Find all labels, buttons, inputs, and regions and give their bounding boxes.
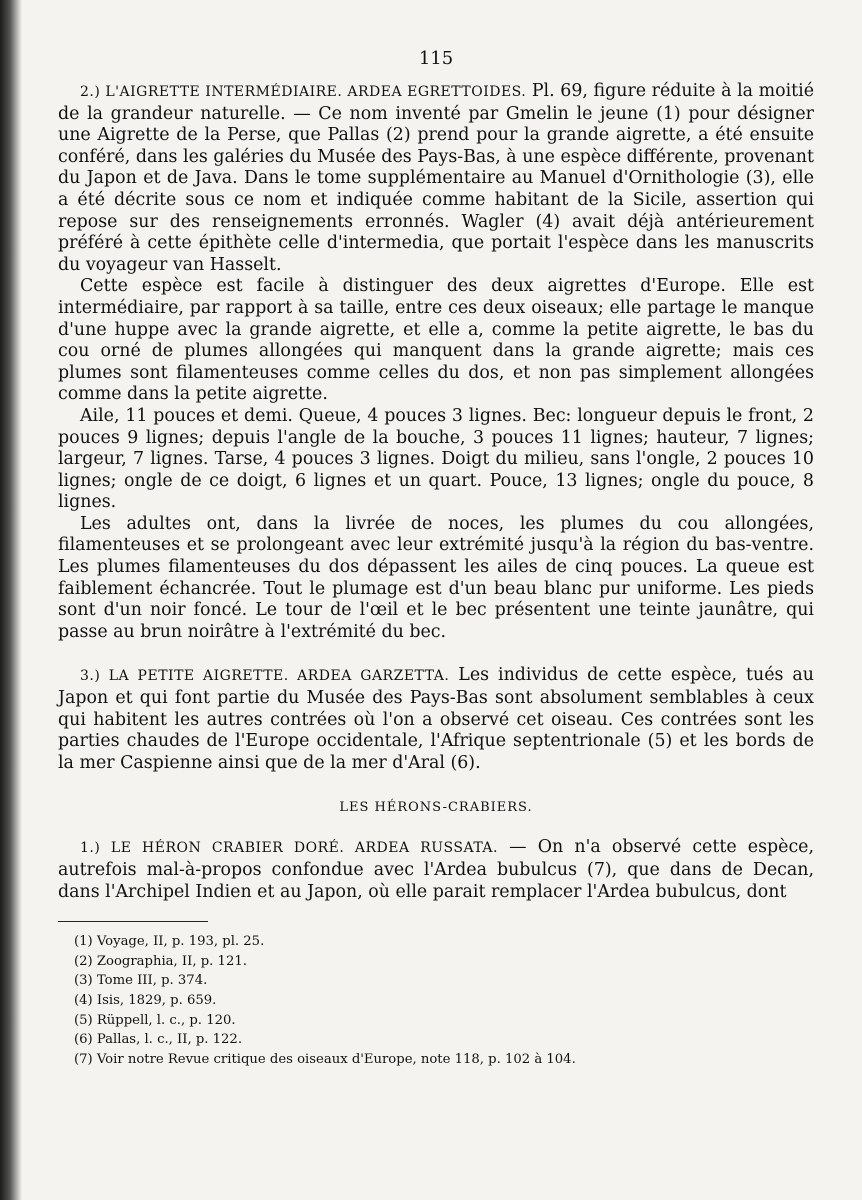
footnote: (5) Rüppell, l. c., p. 120. bbox=[74, 1012, 236, 1028]
paragraph-heron-crabier bbox=[58, 837, 814, 903]
section-heading: LES HÉRONS-CRABIERS. bbox=[339, 800, 533, 816]
footnote: (7) Voir notre Revue critique des oiseaux d'Europe, note 118, p. 102 à 104. bbox=[74, 1051, 576, 1067]
book-binding-shadow bbox=[0, 0, 22, 1200]
footnote-rule bbox=[58, 921, 208, 922]
paragraph-measurements bbox=[58, 406, 814, 514]
paragraph-text: Les individus de cette espèce, tués au Japon et qui font partie du Musée des Pays-Bas sont absolument semblables à ceux qui habitent les autres contrées où l'on a observé cet oiseau. Ces contrées sont les parties chaudes de l'Europe occidentale, l'Afrique septentrionale (5) et les bords de la mer Caspienne ainsi que de la mer d'Aral (6). bbox=[58, 665, 815, 773]
paragraph-text: Les adultes ont, dans la livrée de noces, les plumes du cou allongées, filamenteuses et se prolongeant avec leur extrémité jusqu'à la région du bas-ventre. Les plumes filamenteuses du dos dépassent les ailes de cinq pouces. La queue est faiblement échancrée. Tout le plumage est d'un beau blanc pur uniforme. Les pieds sont d'un noir foncé. Le tour de l'œil et le bec présentent une teinte jaunâtre, qui passe au brun noirâtre à l'extrémité du bec. bbox=[58, 513, 814, 642]
paragraph-text: Cette espèce est facile à distinguer des deux aigrettes d'Europe. Elle est intermédiaire, par rapport à sa taille, entre ces deux oiseaux; elle partage le manque d'une huppe avec la grande aigrette, et elle a, comme la petite aigrette, le bas du cou orné de plumes allongées qui manquent dans la grande aigrette; mais ces plumes sont filamenteuses comme celles du dos, et non pas simplement allongées comme dans la petite aigrette. bbox=[58, 276, 814, 405]
paragraph-petite-aigrette bbox=[58, 665, 814, 774]
paragraph-aigrette-intermediaire bbox=[58, 81, 814, 276]
paragraph-text: — On n'a observé cette espèce, autrefois mal-à-propos confondue avec l'Ardea bubulcus (7), que dans de Decan, dans l'Archipel Indien et au Japon, où elle parait remplacer l'Ardea bubulcus, dont bbox=[58, 837, 814, 902]
page-number: 115 bbox=[418, 48, 454, 69]
footnote: (4) Isis, 1829, p. 659. bbox=[74, 992, 217, 1008]
species-heading: 2.) L'AIGRETTE INTERMÉDIAIRE. ARDEA EGRETTOIDES. bbox=[80, 84, 527, 100]
species-heading: 3.) LA PETITE AIGRETTE. ARDEA GARZETTA. bbox=[80, 668, 450, 685]
footnote: (3) Tome III, p. 374. bbox=[74, 973, 208, 989]
paragraph-text: Pl. 69, figure réduite à la moitié de la grandeur naturelle. — Ce nom inventé par Gmelin le jeune (1) pour désigner une Aigrette de la Perse, que Pallas (2) prend pour la grande aigrette, a été ensuite conféré, dans les galéries du Musée des Pays-Bas, à une espèce différente, provenant du Japon et de Java. Dans le tome supplémentaire au Manuel d'Ornithologie (3), elle a été décrite sous ce nom et indiquée comme habitant de la Sicile, assertion qui repose sur des renseignements erronnés. Wagler (4) avait déjà antérieurement préféré à cette épithète celle d'intermedia, que portait l'espèce dans les manuscrits du voyageur van Hasselt. bbox=[58, 81, 814, 275]
paragraph-distinction bbox=[58, 276, 814, 406]
book-page bbox=[58, 48, 814, 1168]
footnote: (6) Pallas, l. c., II, p. 122. bbox=[74, 1032, 243, 1048]
footnotes bbox=[58, 932, 814, 1069]
footnote: (1) Voyage, II, p. 193, pl. 25. bbox=[74, 934, 265, 950]
paragraph-text: Aile, 11 pouces et demi. Queue, 4 pouces 3 lignes. Bec: longueur depuis le front, 2 pouces 9 lignes; depuis l'angle de la bouche, 3 pouces 11 lignes; hauteur, 7 lignes; largeur, 7 lignes. Tarse, 4 pouces 3 lignes. Doigt du milieu, sans l'ongle, 2 pouces 10 lignes; ongle de ce doigt, 6 lignes et un quart. Pouce, 13 lignes; ongle du pouce, 8 lignes. bbox=[58, 405, 814, 513]
footnote: (2) Zoographia, II, p. 121. bbox=[74, 953, 247, 969]
species-heading: 1.) LE HÉRON CRABIER DORÉ. ARDEA RUSSATA. bbox=[80, 840, 498, 857]
paragraph-adults bbox=[58, 514, 814, 644]
